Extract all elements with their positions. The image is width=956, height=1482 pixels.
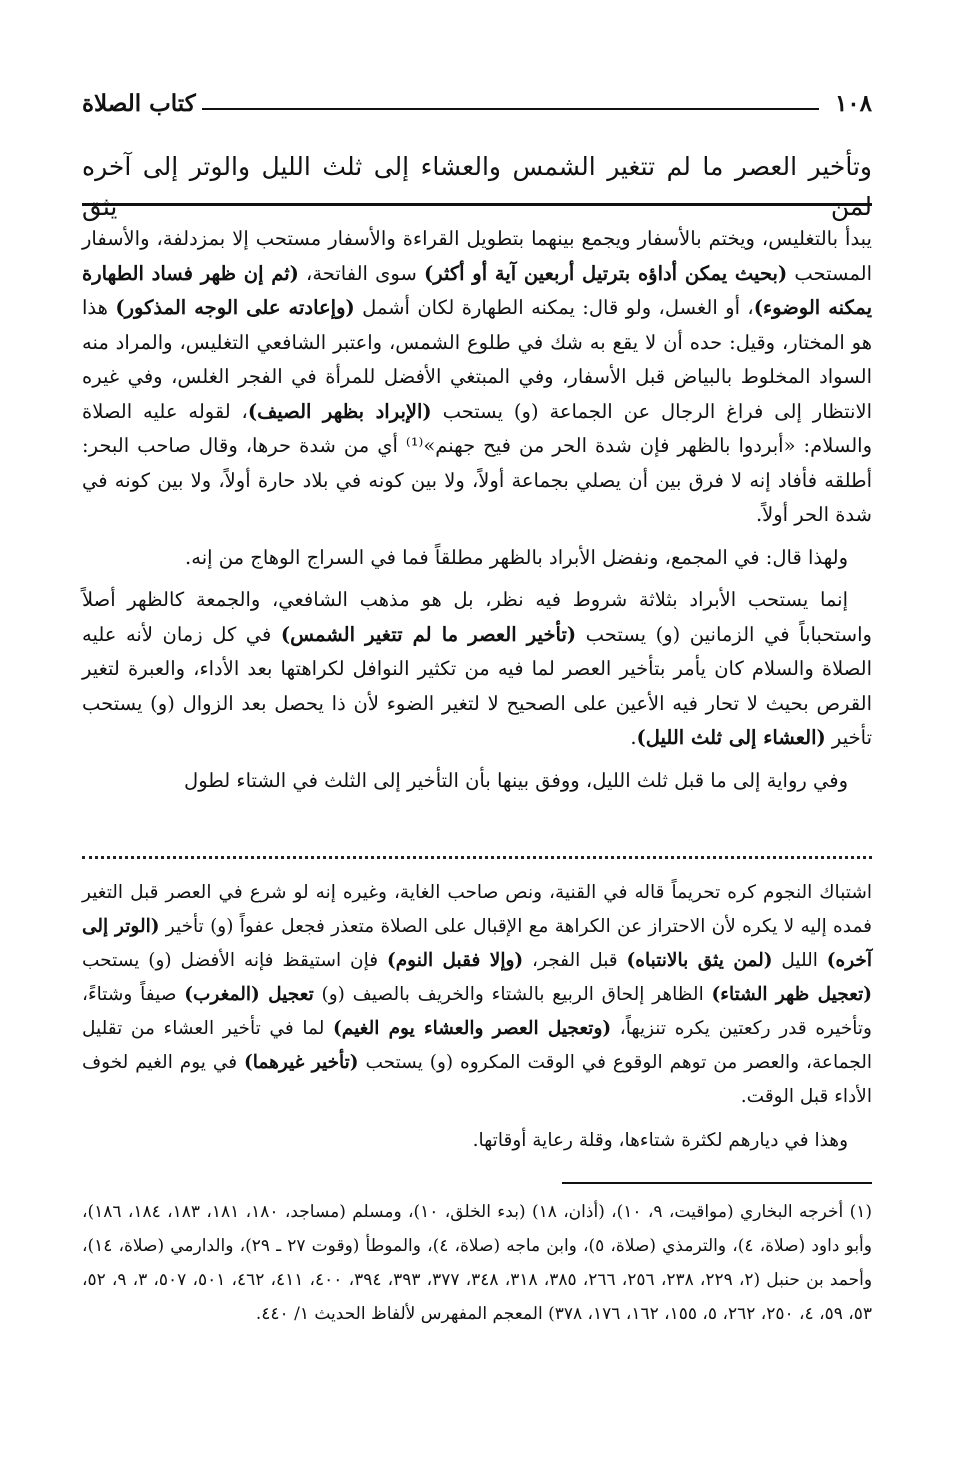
running-header bbox=[82, 88, 872, 118]
footnotes bbox=[82, 1195, 872, 1331]
bold-text-run: (وإلا فقبل النوم) bbox=[386, 950, 524, 971]
text-run: ، لقوله عليه الصلاة والسلام: «أبردوا بالظهر فإن شدة الحر من فيح جهنم»⁽¹⁾ أي من شدة حرها، وقال صاحب البحر: أطلقه فأفاد إنه لا فرق بين أن يصلي بجماعة أولاً، ولا بين كونه في بلاد حارة أولاً، ولا بين كونه في شدة الحر أولاً. bbox=[82, 399, 872, 526]
text-run: يبدأ بالتغليس، ويختم بالأسفار ويجمع بينهما بتطويل القراءة والأسفار مستحب إلا بمزدلفة، والأسفار المستحب bbox=[82, 227, 872, 285]
text-run: الليل bbox=[772, 950, 827, 971]
bold-text-run: (ثم إن ظهر فساد الطهارة يمكنه الوضوء) bbox=[82, 261, 873, 319]
text-run: فإن استيقظ فإنه الأفضل (و) يستحب bbox=[82, 950, 387, 971]
bold-text-run: (العشاء إلى ثلث الليل) bbox=[636, 726, 826, 749]
bold-text-run: (بحيث يمكن أداؤه بترتيل أربعين آية أو أكثر) bbox=[423, 261, 788, 285]
bold-text-run: (الوتر إلى آخره) bbox=[82, 916, 873, 971]
bold-text-run: (تأخير العصر ما لم تتغير الشمس) bbox=[280, 622, 577, 646]
text-run: الظاهر إلحاق الربيع بالشتاء والخريف بالصيف (و) bbox=[313, 984, 712, 1005]
marginal-paragraph-1 bbox=[82, 876, 872, 1114]
text-run: لما في تأخير العشاء من تقليل الجماعة، والعصر من توهم الوقوع في الوقت المكروه (و) يستحب bbox=[82, 1018, 873, 1073]
bold-text-run: (تعجيل ظهر الشتاء) bbox=[711, 984, 873, 1005]
text-run: هذا هو المختار، وقيل: حده أن لا يقع به شك في طلوع الشمس، واعتبر الشافعي التغليس، والمراد منه السواد المخلوط بالبياض قبل الأسفار، وفي المبتغي الأفضل للمرأة في الفجر الغلس، وفي غيره الانتظار إلى فراغ الرجال عن الجماعة (و) يستحب bbox=[82, 296, 872, 423]
text-run: اشتباك النجوم كره تحريماً قاله في القنية، ونص صاحب الغاية، وغيره إنه لو شرع في العصر قبل التغير فمده إليه لا يكره لأن الاحتراز عن الكراهة مع الإقبال على الصلاة متعذر فجعل عفواً (و) تأخير bbox=[82, 882, 872, 937]
footnote-rule bbox=[562, 1182, 872, 1184]
header-rule bbox=[202, 108, 819, 110]
dotted-separator bbox=[82, 856, 872, 867]
footnote-1: (١) أخرجه البخاري (مواقيت، ٩، ١٠)، (أذان، ١٨) (بدء الخلق، ١٠)، ومسلم (مساجد، ١٨٠، ١٨١، ١٨٣، ١٨٤، ١٨٦)، وأبو داود (صلاة، ٤)، والترمذي (صلاة، ٥)، وابن ماجه (صلاة، ٤)، والموطأ (وقوت ٢٧ ـ ٢٩)، والدارمي (صلاة، ١٤)، وأحمد بن حنبل (٢، ٢٢٩، ٢٣٨، ٢٥٦، ٢٦٦، ٣٨٥، ٣١٨، ٣٤٨، ٣٧٧، ٣٩٣، ٣٩٤، ٤٠٠، ٤١١، ٤٦٢، ٥٠١، ٥٠٧، ٣، ٩، ٥٢، ٥٣، ٥٩، ٤، ٢٥٠، ٢٦٢، ٥، ١٥٥، ١٦٢، ١٧٦، ٣٧٨) المعجم المفهرس لألفاظ الحديث ١/ ٤٤٠. bbox=[82, 1202, 873, 1324]
text-run: ، أو الغسل، ولو قال: يمكنه الطهارة لكان أشمل bbox=[354, 296, 754, 319]
commentary-paragraph-2: ولهذا قال: في المجمع، ونفضل الأبراد بالظهر مطلقاً فما في السراج الوهاج من إنه. bbox=[185, 545, 848, 569]
main-text: وتأخير العصر ما لم تتغير الشمس والعشاء إلى ثلث الليل والوتر إلى آخره لمن يثق bbox=[82, 152, 872, 221]
bold-text-run: (تأخير غيرهما) bbox=[244, 1052, 359, 1073]
commentary-paragraph-1 bbox=[82, 222, 872, 533]
commentary-paragraph-4: وفي رواية إلى ما قبل ثلث الليل، ووفق بينها بأن التأخير إلى الثلث في الشتاء لطول bbox=[184, 768, 848, 792]
bold-text-run: (لمن يثق بالانتباه) bbox=[626, 950, 773, 971]
text-run: في كل زمان لأنه عليه الصلاة والسلام كان يأمر بتأخير العصر لما فيه من تكثير النوافل لكراهتها بعد الأداء، والعبرة لتغير القرص بحيث لا تحار فيه الأعين على الصحيح لا لتغير الضوء لأن ذا يحصل بعد الزوال (و) يستحب تأخير bbox=[82, 622, 872, 749]
text-run: في يوم الغيم لخوف الأداء قبل الوقت. bbox=[82, 1052, 872, 1107]
text-run: سوى الفاتحة، bbox=[298, 261, 424, 285]
bold-text-run: (وتعجيل العصر والعشاء يوم الغيم) bbox=[333, 1018, 612, 1039]
text-run: صيفاً وشتاءً، وتأخيره قدر ركعتين يكره تنزيهاً، bbox=[82, 984, 872, 1039]
main-text-rule bbox=[82, 203, 872, 206]
page-number: ١٠٨ bbox=[834, 89, 872, 117]
bold-text-run: (وإعادته على الوجه المذكور) bbox=[115, 296, 355, 319]
chapter-title: كتاب الصلاة bbox=[82, 89, 196, 117]
commentary-paragraph-3 bbox=[82, 583, 872, 756]
commentary bbox=[82, 222, 872, 798]
marginal-commentary bbox=[82, 876, 872, 1158]
bold-text-run: تعجيل (المغرب) bbox=[184, 984, 314, 1005]
text-run: قبل الفجر، bbox=[523, 950, 627, 971]
text-run: . bbox=[630, 726, 637, 749]
bold-text-run: (الإبراد بظهر الصيف) bbox=[247, 399, 432, 423]
marginal-paragraph-2: وهذا في ديارهم لكثرة شتاءها، وقلة رعاية أوقاتها. bbox=[472, 1130, 848, 1151]
text-run: إنما يستحب الأبراد بثلاثة شروط فيه نظر، بل هو مذهب الشافعي، والجمعة كالظهر أصلاً واستحباباً في الزمانين (و) يستحب bbox=[82, 588, 872, 646]
